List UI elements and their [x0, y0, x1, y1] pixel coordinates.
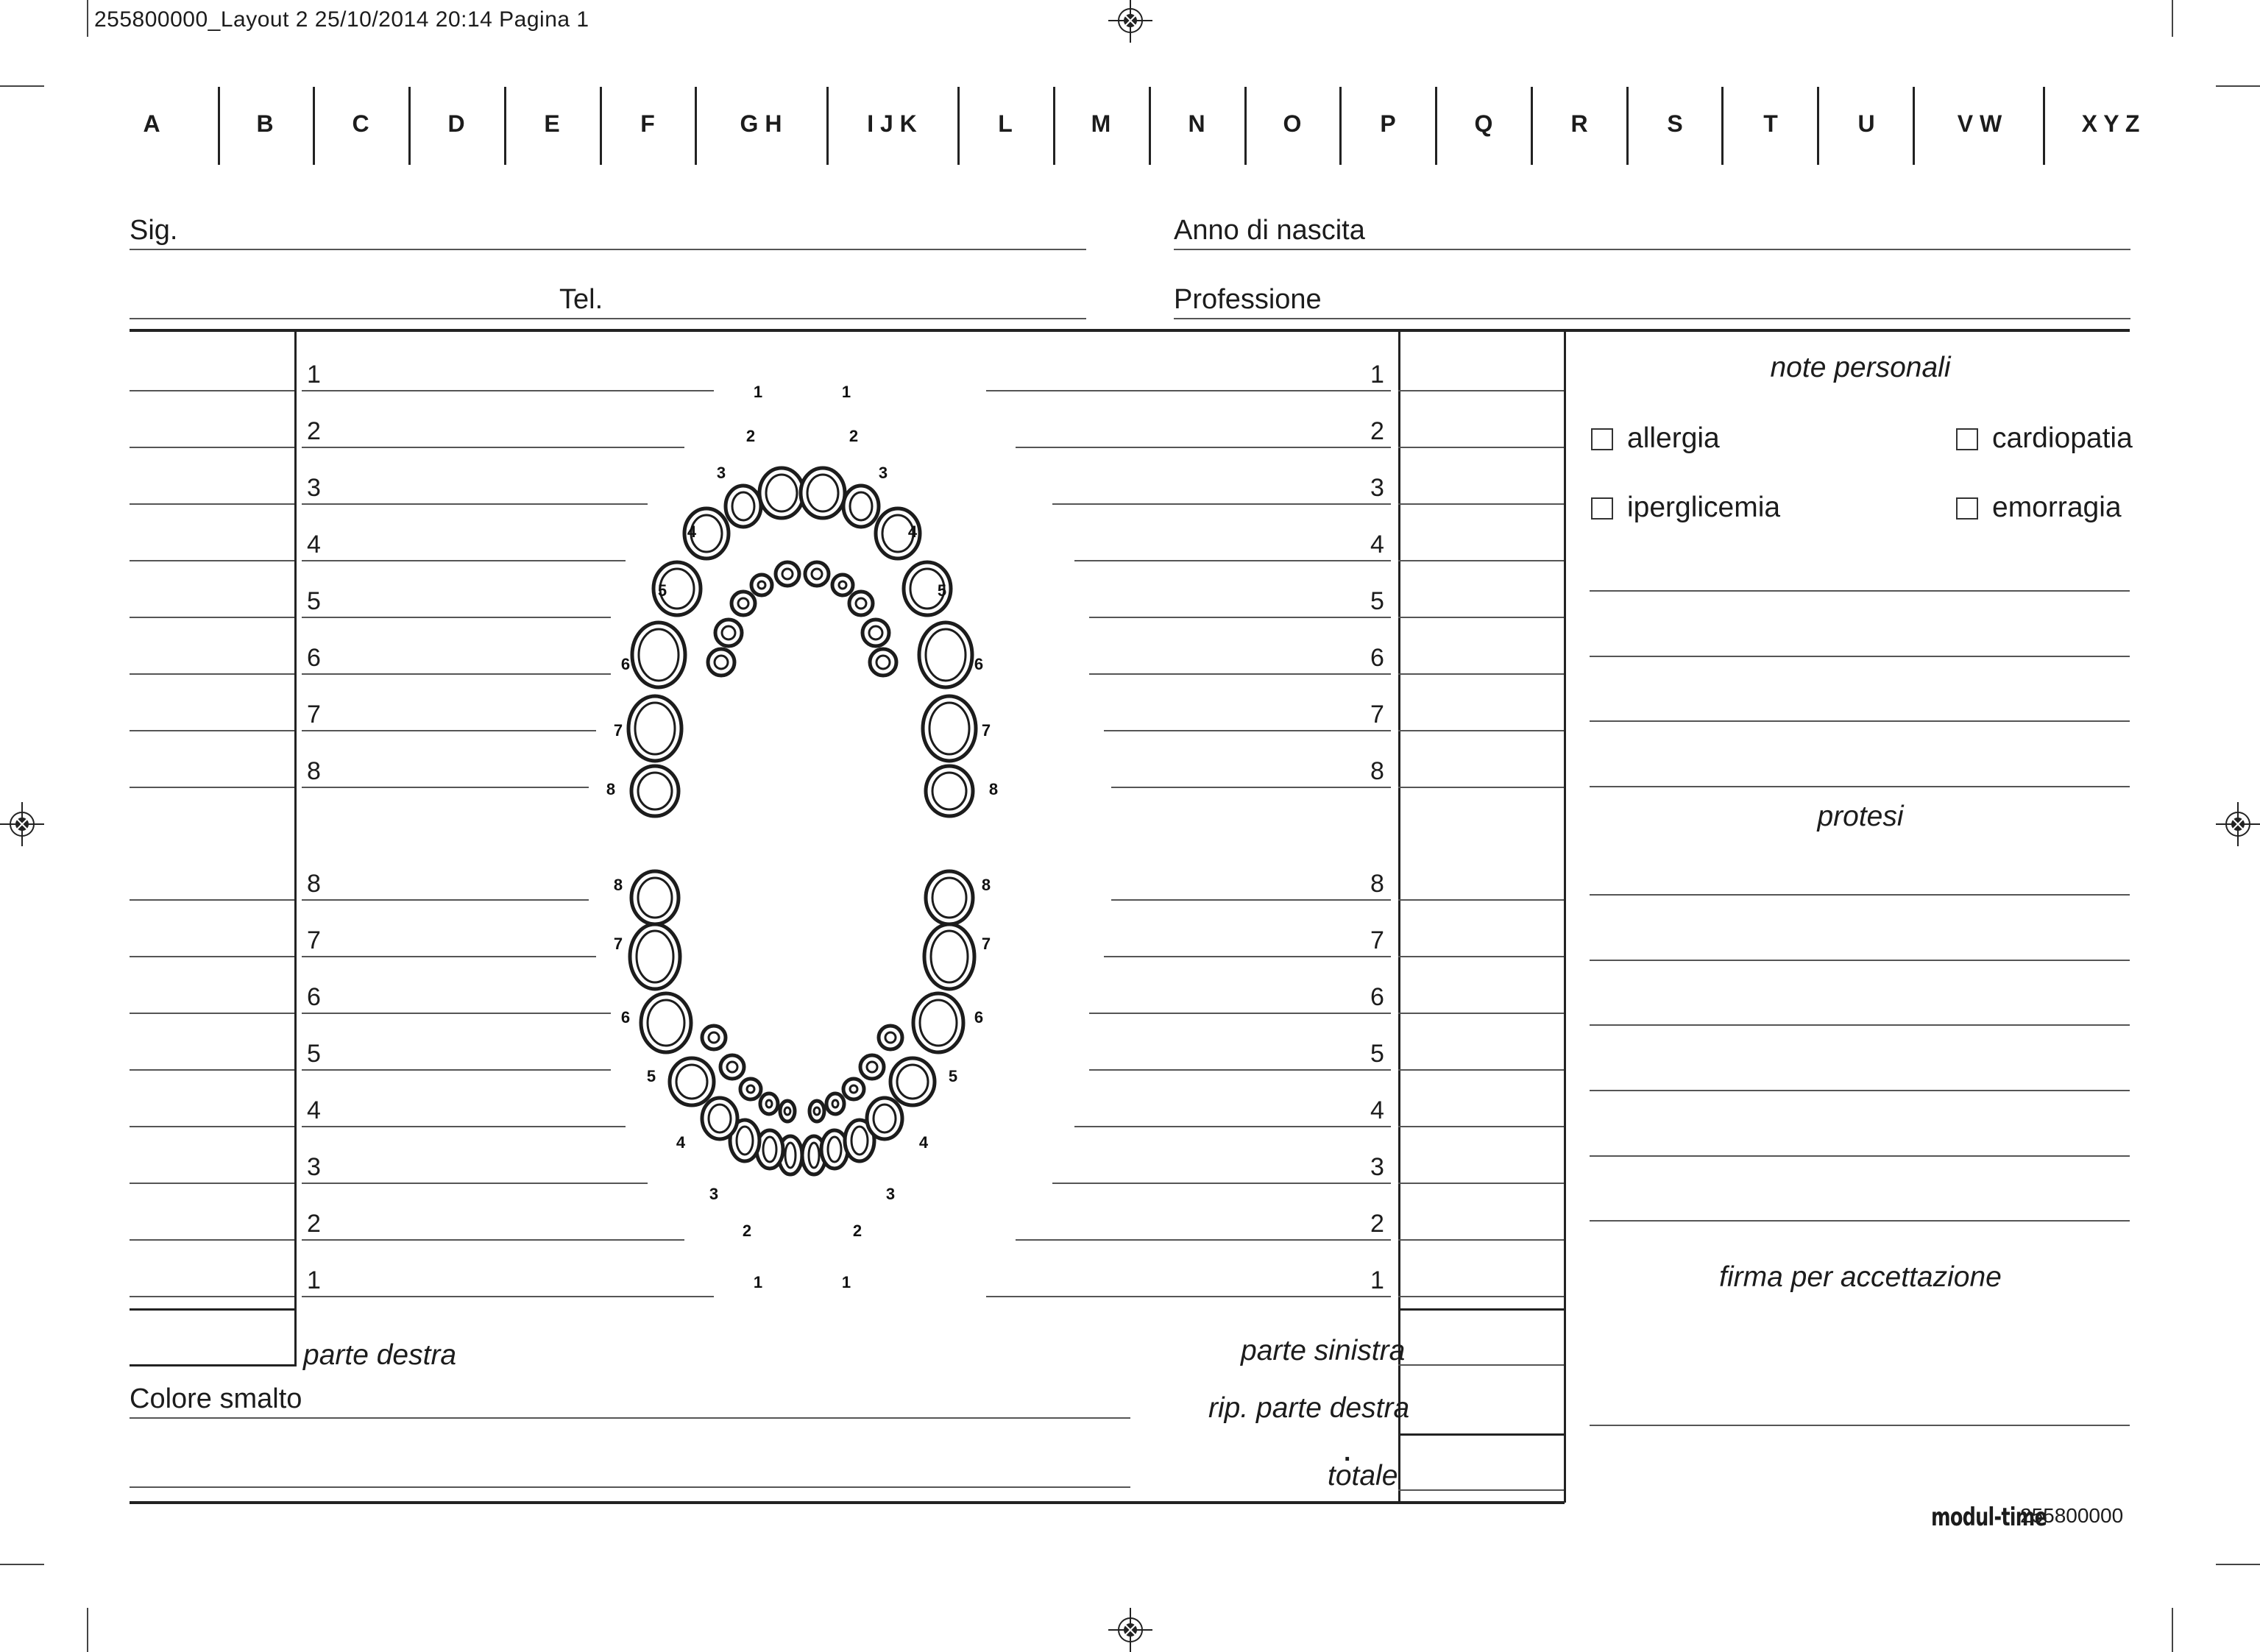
- signature-title: firma per accettazione: [1719, 1261, 2002, 1293]
- crop-mark: [2216, 1564, 2260, 1565]
- tooth-number-label: 4: [687, 522, 697, 541]
- tooth-number-label: 4: [918, 1133, 929, 1152]
- row-guide-line: [986, 1296, 1391, 1297]
- alpha-tab[interactable]: M: [1091, 110, 1111, 137]
- alpha-tab[interactable]: E: [544, 110, 560, 137]
- crop-mark: [2216, 85, 2260, 87]
- row-number-right: 3: [307, 1153, 321, 1181]
- prosthesis-line[interactable]: [1590, 960, 2130, 961]
- registration-mark-left: [0, 802, 44, 846]
- alpha-tab[interactable]: Q: [1474, 110, 1493, 137]
- row-guide-line: [1074, 560, 1391, 561]
- tab-divider: [1817, 87, 1819, 165]
- row-field-line[interactable]: [1398, 560, 1564, 561]
- crop-mark: [0, 1564, 44, 1565]
- cardiopatia-checkbox[interactable]: [1956, 428, 1978, 450]
- alpha-tab[interactable]: D: [447, 110, 465, 137]
- row-number-right: 7: [307, 701, 321, 728]
- birth-year-field[interactable]: [1174, 249, 2130, 250]
- row-number-right: 7: [307, 926, 321, 954]
- row-number-left: 6: [1370, 983, 1384, 1011]
- row-guide-line: [302, 730, 596, 731]
- sig-field[interactable]: [130, 249, 1086, 250]
- row-number-left: 5: [1370, 1040, 1384, 1068]
- row-field-line[interactable]: [130, 1183, 294, 1184]
- table-top-border: [130, 329, 2130, 332]
- rip-parte-destra-field[interactable]: [1398, 1433, 1564, 1436]
- profession-label: Professione: [1174, 284, 1322, 315]
- tab-divider: [1435, 87, 1437, 165]
- row-number-right: 2: [307, 417, 321, 445]
- tab-divider: [957, 87, 960, 165]
- parte-sinistra-label: parte sinistra: [1241, 1335, 1406, 1366]
- tooth-number-label: 5: [937, 581, 947, 600]
- tooth-number-label: 1: [841, 1273, 851, 1291]
- row-number-right: 8: [307, 757, 321, 785]
- row-number-left: 2: [1370, 1210, 1384, 1238]
- print-slug: 255800000_Layout 2 25/10/2014 20:14 Pagina 1: [94, 7, 589, 32]
- tooth-number-label: 6: [620, 1008, 631, 1027]
- row-number-left: 3: [1370, 1153, 1384, 1181]
- tooth-number-label: 5: [646, 1067, 656, 1085]
- tooth-number-label: 2: [852, 1222, 862, 1240]
- row-guide-line: [1089, 673, 1391, 675]
- row-field-line[interactable]: [130, 617, 294, 618]
- row-number-left: 8: [1370, 870, 1384, 898]
- tab-divider: [1531, 87, 1533, 165]
- row-field-line[interactable]: [130, 1013, 294, 1014]
- tooth-number-label: 8: [606, 780, 616, 798]
- row-field-line[interactable]: [1398, 447, 1564, 448]
- alpha-tab[interactable]: O: [1283, 110, 1302, 137]
- row-field-line[interactable]: [130, 503, 294, 505]
- row-guide-line: [302, 787, 589, 788]
- notes-line[interactable]: [1590, 720, 2130, 722]
- prosthesis-title: protesi: [1817, 801, 1904, 832]
- row-number-left: 1: [1370, 1266, 1384, 1294]
- tab-divider: [313, 87, 315, 165]
- row-number-right: 6: [307, 983, 321, 1011]
- tooth-number-label: 3: [878, 464, 888, 482]
- row-number-left: 3: [1370, 474, 1384, 502]
- tooth-number-label: 4: [676, 1133, 686, 1152]
- tab-divider: [826, 87, 829, 165]
- row-guide-line: [1089, 1013, 1391, 1014]
- product-code: 255800000: [2020, 1504, 2124, 1527]
- tooth-number-label: 8: [988, 780, 999, 798]
- tab-divider: [218, 87, 220, 165]
- row-guide-line: [1089, 1069, 1391, 1071]
- tab-divider: [1721, 87, 1724, 165]
- tab-divider: [1053, 87, 1055, 165]
- tooth-number-label: 6: [974, 1008, 984, 1027]
- alpha-tab[interactable]: P: [1380, 110, 1396, 137]
- tooth-number-label: 5: [948, 1067, 958, 1085]
- row-field-line[interactable]: [1398, 673, 1564, 675]
- tooth-number-label: 8: [981, 876, 991, 894]
- row-number-right: 3: [307, 474, 321, 502]
- notes-line[interactable]: [1590, 656, 2130, 657]
- row-number-right: 5: [307, 1040, 321, 1068]
- tooth-number-label: 8: [613, 876, 623, 894]
- row-field-line[interactable]: [130, 1069, 294, 1071]
- row-field-line[interactable]: [130, 899, 294, 901]
- left-column-divider: [294, 330, 297, 1366]
- emorragia-checkbox[interactable]: [1956, 497, 1978, 520]
- tooth-number-label: 3: [716, 464, 726, 482]
- tab-divider: [2043, 87, 2045, 165]
- profession-field[interactable]: [1174, 318, 2130, 319]
- row-field-line[interactable]: [130, 1239, 294, 1241]
- tab-divider: [408, 87, 411, 165]
- crop-mark: [87, 0, 88, 37]
- prosthesis-line[interactable]: [1590, 1220, 2130, 1222]
- enamel-color-field-2[interactable]: [130, 1486, 1130, 1488]
- notes-line[interactable]: [1590, 786, 2130, 787]
- row-guide-line: [1052, 1183, 1391, 1184]
- row-guide-line: [1016, 447, 1391, 448]
- row-number-left: 1: [1370, 361, 1384, 389]
- total-line: [1398, 1308, 1564, 1311]
- alpha-tab[interactable]: A: [143, 110, 160, 137]
- tab-divider: [1339, 87, 1342, 165]
- crop-mark: [0, 85, 44, 87]
- prosthesis-line[interactable]: [1590, 1024, 2130, 1026]
- alpha-tab[interactable]: S: [1667, 110, 1683, 137]
- tel-field[interactable]: [130, 318, 1086, 319]
- row-field-line[interactable]: [1398, 1296, 1564, 1297]
- row-field-line[interactable]: [1398, 787, 1564, 788]
- notes-column-divider: [1564, 330, 1566, 1503]
- prosthesis-line[interactable]: [1590, 1090, 2130, 1091]
- row-guide-line: [1052, 503, 1391, 505]
- row-number-left: 6: [1370, 644, 1384, 672]
- tooth-number-label: 4: [907, 522, 918, 541]
- tab-divider: [504, 87, 506, 165]
- alpha-tab[interactable]: R: [1570, 110, 1588, 137]
- tooth-number-label: 7: [981, 721, 991, 740]
- emorragia-label: emorragia: [1992, 492, 2122, 523]
- subtotal-line-left-bottom: [130, 1364, 296, 1366]
- tooth-number-label: 7: [981, 935, 991, 953]
- row-field-line[interactable]: [130, 1126, 294, 1127]
- row-number-left: 4: [1370, 531, 1384, 559]
- row-guide-line: [1089, 617, 1391, 618]
- row-number-left: 5: [1370, 587, 1384, 615]
- row-number-right: 1: [307, 361, 321, 389]
- alpha-tab[interactable]: T: [1763, 110, 1778, 137]
- tooth-number-label: 6: [974, 655, 984, 673]
- row-number-left: 7: [1370, 701, 1384, 728]
- row-field-line[interactable]: [130, 390, 294, 391]
- tooth-number-label: 3: [885, 1185, 896, 1203]
- alpha-tab[interactable]: V W: [1957, 110, 2002, 137]
- sig-label: Sig.: [130, 215, 178, 246]
- row-field-line[interactable]: [130, 730, 294, 731]
- row-field-line[interactable]: [130, 673, 294, 675]
- alpha-tab[interactable]: U: [1857, 110, 1875, 137]
- row-field-line[interactable]: [1398, 390, 1564, 391]
- tooth-number-label: 6: [620, 655, 631, 673]
- row-guide-line: [1104, 956, 1391, 957]
- prosthesis-line[interactable]: [1590, 1155, 2130, 1157]
- alpha-tab[interactable]: G H: [740, 110, 782, 137]
- row-field-line[interactable]: [1398, 617, 1564, 618]
- table-bottom-border: [130, 1501, 1565, 1504]
- row-number-right: 6: [307, 644, 321, 672]
- allergia-label: allergia: [1627, 422, 1720, 454]
- notes-line[interactable]: [1590, 590, 2130, 592]
- registration-mark-top: [1108, 0, 1152, 43]
- tab-divider: [600, 87, 602, 165]
- tooth-number-label: 1: [753, 1273, 763, 1291]
- tooth-number-label: 2: [742, 1222, 752, 1240]
- row-guide-line: [302, 899, 589, 901]
- row-number-left: 8: [1370, 757, 1384, 785]
- row-guide-line: [1016, 1239, 1391, 1241]
- enamel-color-field[interactable]: [130, 1417, 1130, 1419]
- alpha-tab[interactable]: F: [640, 110, 655, 137]
- parte-sinistra-field[interactable]: [1398, 1364, 1564, 1366]
- row-field-line[interactable]: [1398, 956, 1564, 957]
- alpha-tab[interactable]: I J K: [867, 110, 917, 137]
- prosthesis-line[interactable]: [1590, 894, 2130, 896]
- tooth-number-label: 3: [709, 1185, 719, 1203]
- tel-label: Tel.: [559, 284, 603, 315]
- crop-mark: [87, 1608, 88, 1652]
- row-field-line[interactable]: [1398, 1069, 1564, 1071]
- row-field-line[interactable]: [1398, 503, 1564, 505]
- row-number-right: 8: [307, 870, 321, 898]
- tab-divider: [1913, 87, 1915, 165]
- row-number-left: 4: [1370, 1096, 1384, 1124]
- row-field-line[interactable]: [1398, 1013, 1564, 1014]
- row-guide-line: [1111, 899, 1391, 901]
- tab-divider: [1149, 87, 1151, 165]
- row-field-line[interactable]: [130, 447, 294, 448]
- row-field-line[interactable]: [1398, 899, 1564, 901]
- row-number-right: 4: [307, 531, 321, 559]
- alpha-tab[interactable]: L: [998, 110, 1013, 137]
- tooth-number-label: 7: [613, 935, 623, 953]
- registration-mark-right: [2216, 802, 2260, 846]
- brand-logo: modul-time: [1931, 1503, 2047, 1532]
- row-field-line[interactable]: [1398, 1183, 1564, 1184]
- row-field-line[interactable]: [1398, 730, 1564, 731]
- row-guide-line: [302, 956, 596, 957]
- subtotal-line-left: [130, 1308, 294, 1311]
- row-field-line[interactable]: [1398, 1126, 1564, 1127]
- row-field-line[interactable]: [1398, 1239, 1564, 1241]
- row-number-right: 1: [307, 1266, 321, 1294]
- row-guide-line: [1104, 730, 1391, 731]
- enamel-color-label: Colore smalto: [130, 1383, 302, 1414]
- registration-mark-bottom: [1108, 1608, 1152, 1652]
- row-number-left: 2: [1370, 417, 1384, 445]
- rip-parte-destra-label: rip. parte destra: [1208, 1392, 1410, 1424]
- row-field-line[interactable]: [130, 560, 294, 561]
- row-number-right: 2: [307, 1210, 321, 1238]
- row-guide-line: [1074, 1126, 1391, 1127]
- tab-divider: [1626, 87, 1629, 165]
- cardiopatia-label: cardiopatia: [1992, 422, 2133, 454]
- signature-line[interactable]: [1590, 1425, 2130, 1426]
- birth-year-label: Anno di nascita: [1174, 215, 1365, 246]
- iperglicemia-checkbox[interactable]: [1591, 497, 1613, 520]
- tooth-number-label: 1: [753, 383, 763, 401]
- crop-mark: [2172, 1608, 2173, 1652]
- tab-divider: [695, 87, 697, 165]
- dental-arch-diagram: [559, 375, 1045, 1302]
- row-guide-line: [1111, 787, 1391, 788]
- crop-mark: [2172, 0, 2173, 37]
- row-number-left: 7: [1370, 926, 1384, 954]
- tooth-number-label: 7: [613, 721, 623, 740]
- tab-divider: [1244, 87, 1247, 165]
- row-guide-line: [986, 390, 1391, 391]
- alpha-tab[interactable]: X Y Z: [2081, 110, 2140, 137]
- row-field-line[interactable]: [130, 1296, 294, 1297]
- row-field-line[interactable]: [130, 956, 294, 957]
- alpha-tab[interactable]: N: [1188, 110, 1205, 137]
- notes-title: note personali: [1770, 352, 1951, 383]
- alpha-tab[interactable]: B: [256, 110, 274, 137]
- tooth-number-label: 2: [745, 427, 756, 445]
- tooth-number-label: 2: [849, 427, 859, 445]
- row-number-right: 4: [307, 1096, 321, 1124]
- total-dot: .: [1344, 1439, 1351, 1467]
- alpha-tab[interactable]: C: [352, 110, 369, 137]
- tooth-number-label: 5: [657, 581, 667, 600]
- total-label: totale: [1328, 1460, 1398, 1492]
- total-field[interactable]: [1398, 1489, 1564, 1491]
- iperglicemia-label: iperglicemia: [1627, 492, 1781, 523]
- row-number-right: 5: [307, 587, 321, 615]
- tooth-number-label: 1: [841, 383, 851, 401]
- right-column-divider: [1398, 330, 1400, 1503]
- parte-destra-label: parte destra: [303, 1339, 457, 1371]
- allergia-checkbox[interactable]: [1591, 428, 1613, 450]
- row-field-line[interactable]: [130, 787, 294, 788]
